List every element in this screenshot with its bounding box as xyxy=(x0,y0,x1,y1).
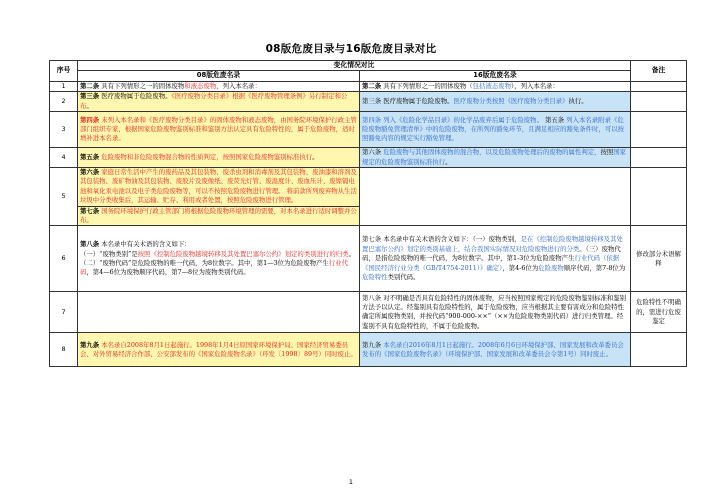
row-number: 2 xyxy=(50,92,78,112)
new-directory-cell xyxy=(360,292,631,333)
new-text-segment: 医疗废物分类按照《医疗废物分类目录》 xyxy=(453,97,569,106)
document-title: 08版危废目录与16版危废目录对比 xyxy=(265,43,437,55)
row-number: 8 xyxy=(50,333,78,367)
new-text-segment: 行业代码（依据《国民经济行业分类（GB/T4754-2011）》确定） xyxy=(362,254,620,272)
old-text-segment: 。 xyxy=(312,152,319,161)
new-directory-cell xyxy=(360,333,631,367)
new-text-segment: 按照 xyxy=(600,148,614,157)
old-text-segment: 第八条 xyxy=(80,240,100,249)
new-text-segment: ），列入本名录： xyxy=(511,81,559,90)
new-text-segment: 危险废物与其他固体废物的混合物，以及危险废物处理后的废物的属性判定， xyxy=(383,148,601,157)
new-text-segment: 列入本名录附录《危险废物豁免管理清单》中的危险废物，在所列的豁免环节，且满足相应的豁免条件时，可以按照豁免内容的规定实行豁免管理。 xyxy=(362,115,625,143)
new-text-segment: 第三条 医疗废物属于危险废物。 xyxy=(362,97,454,106)
table-row xyxy=(50,292,687,333)
new-directory-cell xyxy=(360,112,631,148)
table-row xyxy=(50,92,687,112)
table-row xyxy=(50,148,687,168)
old-text-segment: 将前款所列废弃物从生活垃圾中分类收集后，其运输、贮存、利用或者处置，按照危险废物进行管理。 xyxy=(80,186,357,205)
old-text-segment: 本名录自2008年8月1日起施行。1998年1月4日原国家环境保护局、国家经济贸易委员会、对外贸易经济合作部、公安部发布的《国家危险废物名录》（环发〔1998〕89号）同时废止。 xyxy=(80,340,357,358)
new-text-segment: 执行。 xyxy=(568,97,588,106)
old-directory-cell xyxy=(78,206,360,226)
old-directory-cell xyxy=(78,333,360,367)
new-directory-cell xyxy=(360,92,631,112)
row-number: 5 xyxy=(50,168,78,226)
old-text-segment: 危险废物和非危险废物混合物的性质判定，按照国家危险废物鉴别标准执行 xyxy=(101,152,313,161)
old-text-segment: 第四条 xyxy=(80,115,100,124)
old-text-segment: ，列入本名录： xyxy=(216,81,261,90)
new-text-segment: 顺序代码，第7-8位为 xyxy=(563,263,626,272)
new-directory-cell xyxy=(360,148,631,168)
old-directory-cell xyxy=(78,92,360,112)
header-old: 08版危废名录 xyxy=(78,71,360,81)
header-seq: 序号 xyxy=(50,61,78,82)
remark-cell xyxy=(631,168,687,226)
row-number: 6 xyxy=(50,226,78,292)
old-text-segment: 第六条 xyxy=(80,168,100,177)
new-text-segment: 。 xyxy=(445,157,452,166)
remark-cell xyxy=(631,81,687,91)
table-row xyxy=(50,333,687,367)
old-text-segment: （一）“废物类别”是 xyxy=(80,249,138,258)
new-text-segment: 是在《控制危险废物越境转移及其处置巴塞尔公约》划定的类别基础上，结合我国实际情况对危险废物进行的分类 xyxy=(362,235,623,253)
old-text-segment: ，第4—6位为废物顺序代码，第7—8位为废物类别代码。 xyxy=(86,268,250,277)
old-text-segment: 家庭日常生活中产生的废药品及其包装物、废杀虫剂和消毒剂及其包装物、废油漆和溶剂及其包装物、废矿物油及其包装物、废胶片及废像纸、废荧光灯管、废温度计、废血压计、废镍镉电池和氧化汞电池以及电子类危险废物等，可以不按照危险废物进行管理。 xyxy=(80,168,357,195)
old-directory-cell xyxy=(78,168,360,207)
old-text-segment: 《医疗废物分类目录》根据《医疗废物管理条例》另行制定和公布 xyxy=(80,92,348,110)
new-text-segment: 危险废物 xyxy=(538,263,564,272)
old-directory-cell xyxy=(78,226,360,292)
old-directory-cell xyxy=(78,148,360,168)
page-number: 1 xyxy=(348,478,354,486)
header-new: 16版危废名录 xyxy=(360,71,631,81)
new-text-segment: 。（三）废物代码，是指危险废物的唯一代码，为8位数字。其中，第1-3位为危险废物产生 xyxy=(362,244,621,263)
new-text-segment: 类别代码。 xyxy=(387,273,420,282)
new-text-segment: 危险特性 xyxy=(362,273,388,282)
new-text-segment: 包括液态废物 xyxy=(472,81,512,90)
table-body xyxy=(50,81,687,367)
new-text-segment: 第六条 xyxy=(362,148,384,157)
remark-cell: 修改部分术语解释 xyxy=(631,226,687,292)
old-directory-cell xyxy=(78,81,360,91)
comparison-table xyxy=(49,60,687,367)
remark-cell: 危险特性不明确的，需进行危废鉴定 xyxy=(631,292,687,333)
old-directory-cell xyxy=(78,292,360,333)
new-text-segment: 第八条 对不明确是否具有危险特性的固体废物，应当按照国家规定的危险废物鉴别标准和鉴别方法予以认定。经鉴别具有危险特性的，属于危险废物，应当根据其主要有害成分和危险特性确定所属废物类别，并按代码“900-000-××”（××为危险废物类别代码）进行归类管理。经鉴别不具有危险特性的，不属于危险废物。 xyxy=(362,293,627,330)
old-text-segment: 医疗废物属于危险废物。 xyxy=(99,92,172,101)
old-text-segment: 国务院环境保护行政主管部门将根据危险废物环境管理的需要，对本名录进行适时调整并公布。 xyxy=(80,206,357,225)
remark-cell xyxy=(631,92,687,112)
old-text-segment: 第七条 xyxy=(80,206,100,215)
remark-cell xyxy=(631,333,687,367)
remark-cell xyxy=(631,112,687,148)
table-row xyxy=(50,81,687,91)
new-directory-cell xyxy=(360,226,631,292)
old-text-segment: 按照《控制危险废物越境转移及其处置巴塞尔公约》划定的类别进行的归类 xyxy=(137,249,349,258)
new-text-segment: 国家规定的危险废物鉴别标准执行 xyxy=(362,148,627,166)
row-number: 1 xyxy=(50,81,78,91)
table-row xyxy=(50,168,687,207)
new-directory-cell xyxy=(360,168,631,226)
table-row xyxy=(50,112,687,148)
old-text-segment: 本名录中有关术语的含义如下： xyxy=(99,240,191,249)
old-text-segment: 。 xyxy=(86,101,93,110)
new-text-segment: 第四条 列入《危险化学品目录》的化学品废弃后属于危险废物。 xyxy=(362,115,543,124)
old-text-segment: 。（二）“废物代码”是危险废物的唯一代码，为8位数字。其中，第1—3位为危险废物产生 xyxy=(80,249,355,267)
header-change: 变化情况对比 xyxy=(78,61,631,71)
new-text-segment: 第九条 xyxy=(362,340,384,349)
old-text-segment: 行业代码 xyxy=(80,258,348,277)
table-row xyxy=(50,226,687,292)
row-number: 4 xyxy=(50,148,78,168)
new-text-segment: 第七条 本名录中有关术语的含义如下：（一）废物类别， xyxy=(362,235,521,244)
header-remark: 备注 xyxy=(631,61,687,82)
old-text-segment: 第三条 xyxy=(80,92,100,101)
old-text-segment: 和液态废物 xyxy=(184,81,217,90)
old-text-segment: 未列入本名录和《医疗废物分类目录》的固体废物和液态废物，由国务院环境保护行政主管部门组织专家，根据国家危险废物鉴别标准和鉴别方法认定具有危险特性的，属于危险废物，适时增补进本名录。 xyxy=(80,115,357,143)
remark-cell xyxy=(631,148,687,168)
new-text-segment: 本名录自2016年8月1日起施行。2008年6月6日环境保护部、国家发展和改革委员会发布的《国家危险废物名录》（环境保护部、国家发展和改革委员会令第1号）同时废止。 xyxy=(362,340,624,358)
new-text-segment: 具有下列情形之一的固体废物（ xyxy=(381,81,473,90)
new-text-segment: ，第4-6位为 xyxy=(502,263,539,272)
old-text-segment: 具有下列情形之一的固体废物 xyxy=(99,81,185,90)
new-text-segment: 第二条 xyxy=(362,81,382,90)
new-text-segment: 第五条 xyxy=(545,115,567,124)
old-text-segment: 第五条 xyxy=(80,152,100,161)
row-number: 3 xyxy=(50,112,78,148)
old-text-segment: 第二条 xyxy=(80,81,100,90)
row-number: 7 xyxy=(50,292,78,333)
new-directory-cell xyxy=(360,81,631,91)
old-directory-cell xyxy=(78,112,360,148)
old-text-segment: 第九条 xyxy=(80,340,100,349)
